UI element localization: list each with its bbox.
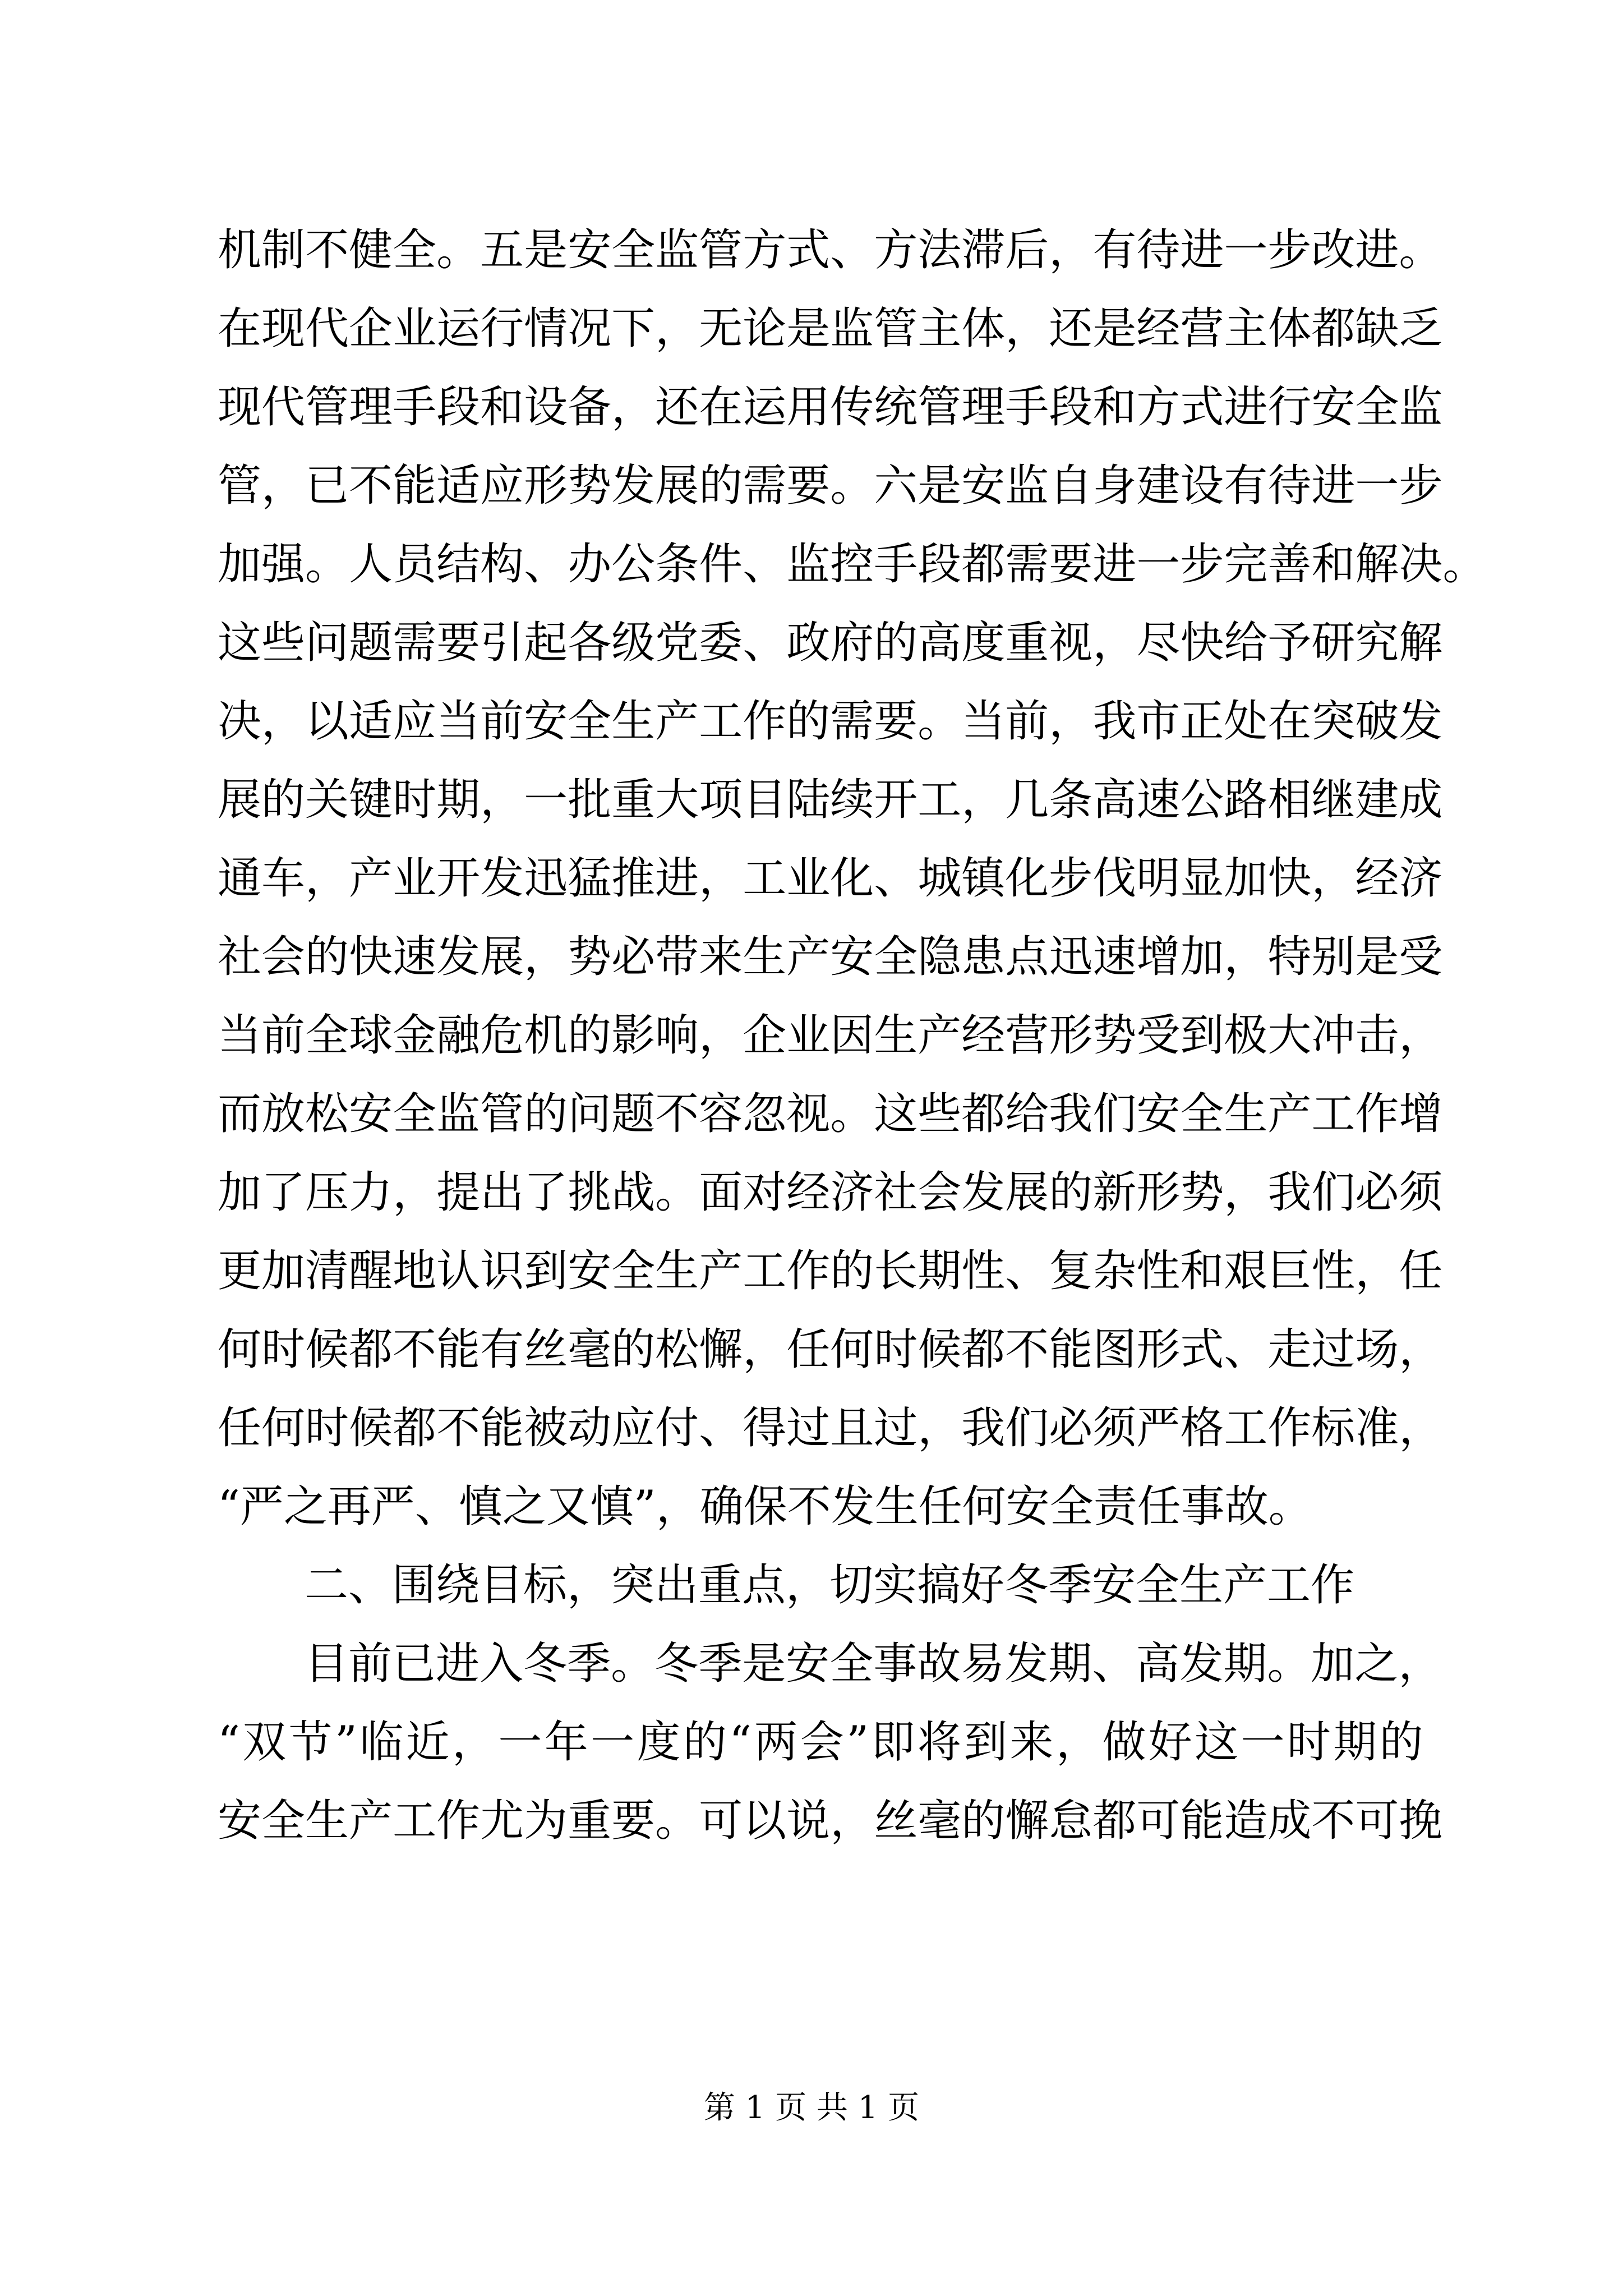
text-line: “严之再严、慎之又慎”，确保不发生任何安全责任事故。 [218, 1481, 1312, 1532]
text-line: 通 车 ， 产 业 开 发 迅 猛 推 进 ， 工 业 化 、 城 镇 化 步 伐 明 显 加 快 ， 经 济 [218, 853, 1443, 904]
text-line: 加 了 压 力 ， 提 出 了 挑 战 。 面 对 经 济 社 会 发 展 的 新 形 势 ， 我 们 必 须 [218, 1167, 1443, 1218]
text-line: 安 全 生 产 工 作 尤 为 重 要 。 可 以 说 ， 丝 毫 的 懈 怠 都 可 能 造 成 不 可 挽 [218, 1796, 1443, 1846]
text-line: 这 些 问 题 需 要 引 起 各 级 党 委 、 政 府 的 高 度 重 视 ， 尽 快 给 予 研 究 解 [218, 618, 1443, 668]
text-line: 决 ， 以 适 应 当 前 安 全 生 产 工 作 的 需 要 。 当 前 ， 我 市 正 处 在 突 破 发 [218, 696, 1443, 747]
text-line: 管 ， 已 不 能 适 应 形 势 发 展 的 需 要 。 六 是 安 监 自 身 建 设 有 待 进 一 步 [218, 461, 1443, 511]
text-line: 何 时 候 都 不 能 有 丝 毫 的 松 懈 ， 任 何 时 候 都 不 能 图 形 式 、 走 过 场 ， [218, 1324, 1443, 1375]
text-line: 机 制 不 健 全 。 五 是 安 全 监 管 方 式 、 方 法 滞 后 ， 有 待 进 一 步 改 进 。 [218, 225, 1443, 275]
text-line: “ 双 节 ” 临 近 ， 一 年 一 度 的 “ 两 会 ” 即 将 到 来 ， 做 好 这 一 时 期 的 [218, 1717, 1423, 1768]
text-line: 目 前 已 进 入 冬 季 。 冬 季 是 安 全 事 故 易 发 期 、 高 发 期 。 加 之 ， [305, 1639, 1442, 1689]
text-line: 更 加 清 醒 地 认 识 到 安 全 生 产 工 作 的 长 期 性 、 复 杂 性 和 艰 巨 性 ， 任 [218, 1246, 1443, 1296]
section-heading: 二、围绕目标，突出重点，切实搞好冬季安全生产工作 [305, 1560, 1355, 1611]
text-line: 任 何 时 候 都 不 能 被 动 应 付 、 得 过 且 过 ， 我 们 必 须 严 格 工 作 标 准 ， [218, 1403, 1443, 1453]
text-line: 而 放 松 安 全 监 管 的 问 题 不 容 忽 视 。 这 些 都 给 我 们 安 全 生 产 工 作 增 [218, 1089, 1443, 1139]
text-line: 社 会 的 快 速 发 展 ， 势 必 带 来 生 产 安 全 隐 患 点 迅 速 增 加 ， 特 别 是 受 [218, 932, 1443, 982]
text-line: 加 强 。 人 员 结 构 、 办 公 条 件 、 监 控 手 段 都 需 要 进 一 步 完 善 和 解 决 。 [218, 539, 1487, 590]
page-number-footer: 第 1 页 共 1 页 [703, 2090, 920, 2126]
text-line: 当 前 全 球 金 融 危 机 的 影 响 ， 企 业 因 生 产 经 营 形 势 受 到 极 大 冲 击 ， [218, 1010, 1443, 1061]
text-line: 展 的 关 键 时 期 ， 一 批 重 大 项 目 陆 续 开 工 ， 几 条 高 速 公 路 相 继 建 成 [218, 775, 1443, 825]
text-line: 在 现 代 企 业 运 行 情 况 下 ， 无 论 是 监 管 主 体 ， 还 是 经 营 主 体 都 缺 乏 [218, 303, 1443, 354]
text-line: 现 代 管 理 手 段 和 设 备 ， 还 在 运 用 传 统 管 理 手 段 和 方 式 进 行 安 全 监 [218, 382, 1443, 432]
